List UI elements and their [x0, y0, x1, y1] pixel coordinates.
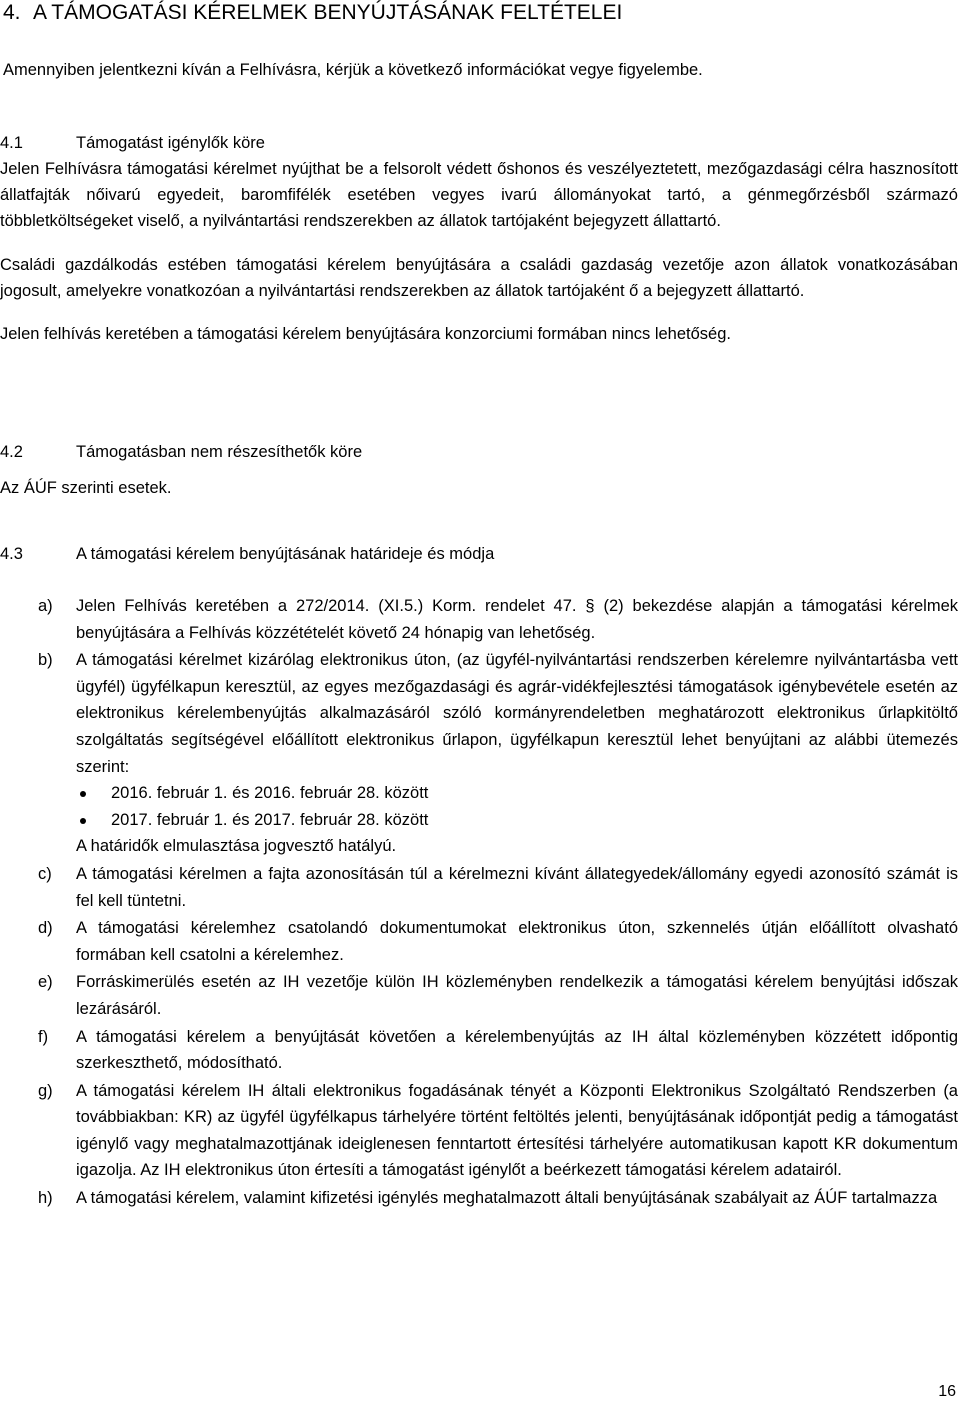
list-item-text: A támogatási kérelem a benyújtását követően a kérelembenyújtás az IH által közleményben közzétett időpontig szerkeszthető, módosítható.	[76, 1027, 958, 1073]
list-item	[0, 1078, 958, 1184]
list-item	[0, 1185, 958, 1212]
list-item	[0, 915, 958, 968]
subsection-4-1-body	[0, 156, 958, 347]
list-item-label: e)	[38, 973, 53, 992]
schedule-item: 2016. február 1. és 2016. február 28. között	[76, 780, 958, 807]
list-item-label: b)	[38, 651, 53, 670]
subsection-title: Támogatást igénylők köre	[76, 134, 265, 152]
exclusion-text: Az ÁÚF szerinti esetek.	[0, 479, 172, 497]
list-item-label: g)	[38, 1081, 53, 1100]
subsection-4-2-heading	[0, 439, 362, 465]
section-heading	[3, 1, 622, 25]
list-item	[0, 969, 958, 1022]
list-item-text: A támogatási kérelem, valamint kifizetési igénylés meghatalmazott általi benyújtásának szabályait az ÁÚF tartalmazza	[76, 1189, 938, 1208]
list-item-label: d)	[38, 919, 53, 938]
list-item	[0, 1024, 958, 1077]
list-item-text: A támogatási kérelmen a fajta azonosításán túl a kérelmezni kívánt állategyedek/állomány egyedi azonosító számát is fel kell tüntetni.	[76, 864, 958, 910]
subsection-number: 4.1	[0, 134, 23, 152]
subsection-number: 4.2	[0, 443, 23, 461]
list-item-label: f)	[38, 1027, 49, 1046]
intro-paragraph: Amennyiben jelentkezni kíván a Felhívásra, kérjük a következő információkat vegye figyelembe.	[3, 61, 703, 79]
subsection-4-3-heading	[0, 541, 494, 567]
list-item-text: Jelen Felhívás keretében a 272/2014. (XI.5.) Korm. rendelet 47. § (2) bekezdése alapján a támogatási kérelmek benyújtására a Felhívás közzétételét követő 24 hónapig van lehetőség.	[76, 597, 958, 642]
list-item	[0, 861, 958, 914]
consortium-paragraph: Jelen felhívás keretében a támogatási kérelem benyújtására konzorciumi formában nincs lehetőség.	[0, 325, 731, 343]
list-item-content	[76, 647, 958, 860]
list-item-text: A támogatási kérelmet kizárólag elektronikus úton, (az ügyfél-nyilvántartási rendszerben kérelemre nyilvántartásba vett ügyfél) ügyfélkapun keresztül, az egyes mezőgazdasági és agrár-vidékfejlesztési támogatások igénybevétele esetén az elektronikus kérelembenyújtás alkalmazásáról szóló kormányrendeletben meghatározott elektronikus űrlapkitöltő szolgáltatás segítségével előállított elektronikus űrlapon, ügyfélkapun keresztül lehet benyújtani az alábbi ütemezés szerint:	[76, 651, 958, 776]
list-item-text: A támogatási kérelem IH általi elektronikus fogadásának tényét a Központi Elektronikus Szolgáltató Rendszerben (a továbbiakban: KR) az ügyfél ügyfélkapus tárhelyére történt feltöltés jelenti, benyújtásának időpontját pedig a támogatást igénylő vagy meghatalmazottjának ideiglenesen fenntartott értesítési tárhelyére automatikusan kapott KR dokumentum igazolja. Az IH elektronikus úton értesíti a támogatást igénylőt a beérkezett támogatási kérelem adatairól.	[76, 1081, 958, 1180]
list-item-text: Forráskimerülés esetén az IH vezetője külön IH közleményben rendelkezik a támogatási kérelem benyújtási időszak lezárásáról.	[76, 973, 958, 1018]
list-item-label: c)	[38, 864, 52, 883]
subsection-title: A támogatási kérelem benyújtásának határideje és módja	[76, 545, 495, 563]
list-item	[0, 647, 958, 860]
list-item-label: a)	[38, 597, 53, 615]
section-title: A TÁMOGATÁSI KÉRELMEK BENYÚJTÁSÁNAK FELTÉTELEI	[33, 1, 623, 24]
list-item-label: h)	[38, 1189, 53, 1208]
deadline-note: A határidők elmulasztása jogvesztő hatályú.	[76, 837, 397, 856]
eligibility-paragraph: Jelen Felhívásra támogatási kérelmet nyújthat be a felsorolt védett őshonos és veszélyeztetett, mezőgazdasági célra hasznosított állatfajták nőivarú egyedeit, baromfifélék esetében vegyes ivarú állományokat tartó, a génmegőrzésből származó többletköltségeket viselő, a nyilvántartási rendszerekben az állatok tartójaként bejegyzett állattartó.	[0, 160, 958, 230]
subsection-number: 4.3	[0, 545, 23, 563]
subsection-4-1-heading	[0, 130, 265, 156]
subsection-title: Támogatásban nem részesíthetők köre	[76, 443, 363, 461]
section-number: 4.	[3, 1, 21, 24]
schedule-item: 2017. február 1. és 2017. február 28. között	[76, 807, 958, 834]
deadline-list	[0, 593, 958, 1213]
page-number: 16	[938, 1383, 956, 1400]
family-farming-paragraph: Családi gazdálkodás estében támogatási kérelem benyújtására a családi gazdaság vezetője azon állatok vonatkozásában jogosult, amelyekre vonatkozóan a nyilvántartási rendszerekben az állatok tartójaként ő a bejegyzett állattartó.	[0, 256, 958, 300]
list-item	[0, 593, 958, 646]
list-item-text: A támogatási kérelemhez csatolandó dokumentumokat elektronikus úton, szkennelés útján előállított olvasható formában kell csatolni a kérelemhez.	[76, 919, 958, 964]
schedule-list	[76, 780, 958, 833]
